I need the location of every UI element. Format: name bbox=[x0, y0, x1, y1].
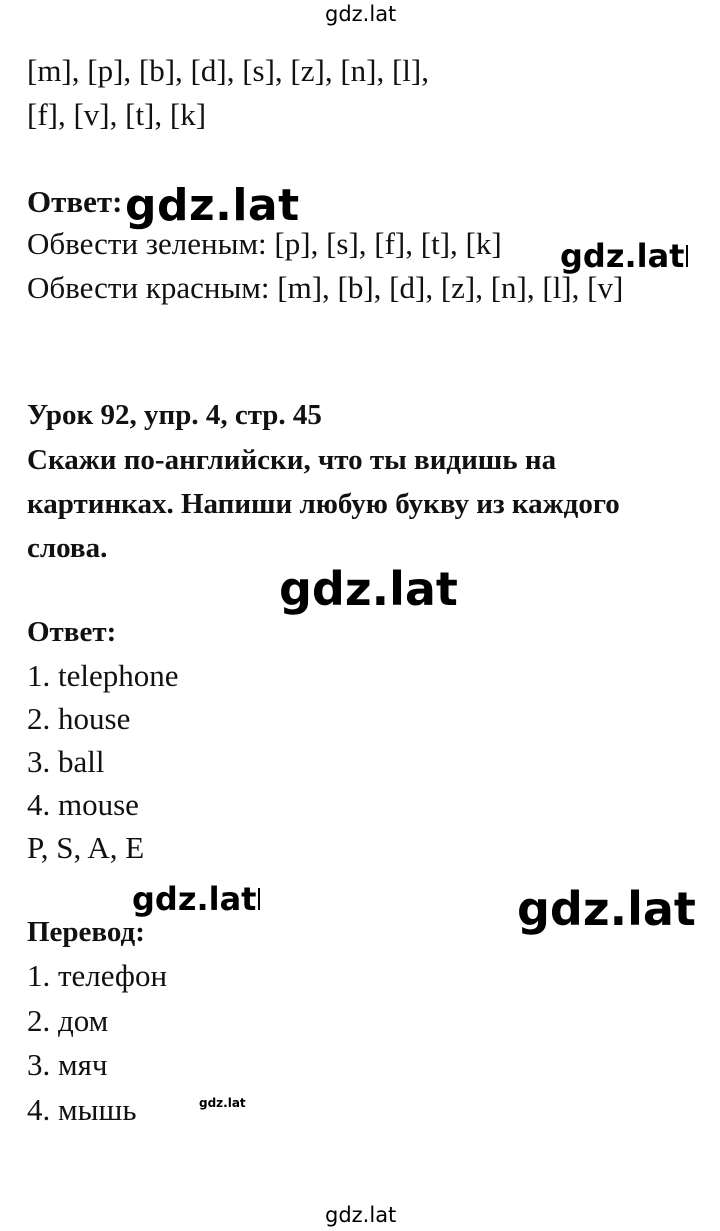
watermark-large-2-text: gdz.lat bbox=[560, 237, 685, 275]
text-cursor-mark bbox=[686, 245, 688, 267]
task-line-3: слова. bbox=[27, 532, 108, 564]
lesson-heading: Урок 92, упр. 4, стр. 45 bbox=[27, 399, 322, 431]
answer-label-2: Ответ: bbox=[27, 616, 117, 648]
watermark-large-5: gdz.lat bbox=[517, 882, 696, 936]
answer-letters: P, S, A, E bbox=[27, 830, 145, 865]
answer-red-line: Обвести красным: [m], [b], [d], [z], [n], [l], [v] bbox=[27, 270, 624, 305]
task-line-1: Скажи по-английски, что ты видишь на bbox=[27, 444, 557, 476]
watermark-top: gdz.lat bbox=[325, 2, 397, 26]
watermark-large-2 bbox=[560, 237, 688, 275]
watermark-bottom: gdz.lat bbox=[325, 1203, 397, 1227]
translation-item-3: 3. мяч bbox=[27, 1047, 108, 1082]
answer-item-1: 1. telephone bbox=[27, 658, 179, 693]
translation-item-1: 1. телефон bbox=[27, 958, 168, 993]
translation-item-2: 2. дом bbox=[27, 1003, 109, 1038]
watermark-large-4 bbox=[132, 880, 260, 918]
task-line-2: картинках. Напиши любую букву из каждого bbox=[27, 488, 620, 520]
answer-label-1: Ответ: bbox=[27, 184, 123, 219]
text-cursor-mark bbox=[258, 888, 260, 910]
watermark-large-4-text: gdz.lat bbox=[132, 880, 257, 918]
answer-item-4: 4. mouse bbox=[27, 787, 139, 822]
sounds-line-2: [f], [v], [t], [k] bbox=[27, 97, 207, 132]
answer-item-3: 3. ball bbox=[27, 744, 105, 779]
translation-label: Перевод: bbox=[27, 916, 145, 948]
watermark-small: gdz.lat bbox=[199, 1096, 246, 1110]
watermark-large-1: gdz.lat bbox=[125, 180, 300, 231]
sounds-line-1: [m], [p], [b], [d], [s], [z], [n], [l], bbox=[27, 53, 429, 88]
watermark-large-3: gdz.lat bbox=[279, 562, 458, 616]
translation-item-4: 4. мышь bbox=[27, 1092, 137, 1127]
answer-item-2: 2. house bbox=[27, 701, 131, 736]
answer-green-line: Обвести зеленым: [p], [s], [f], [t], [k] bbox=[27, 226, 502, 261]
